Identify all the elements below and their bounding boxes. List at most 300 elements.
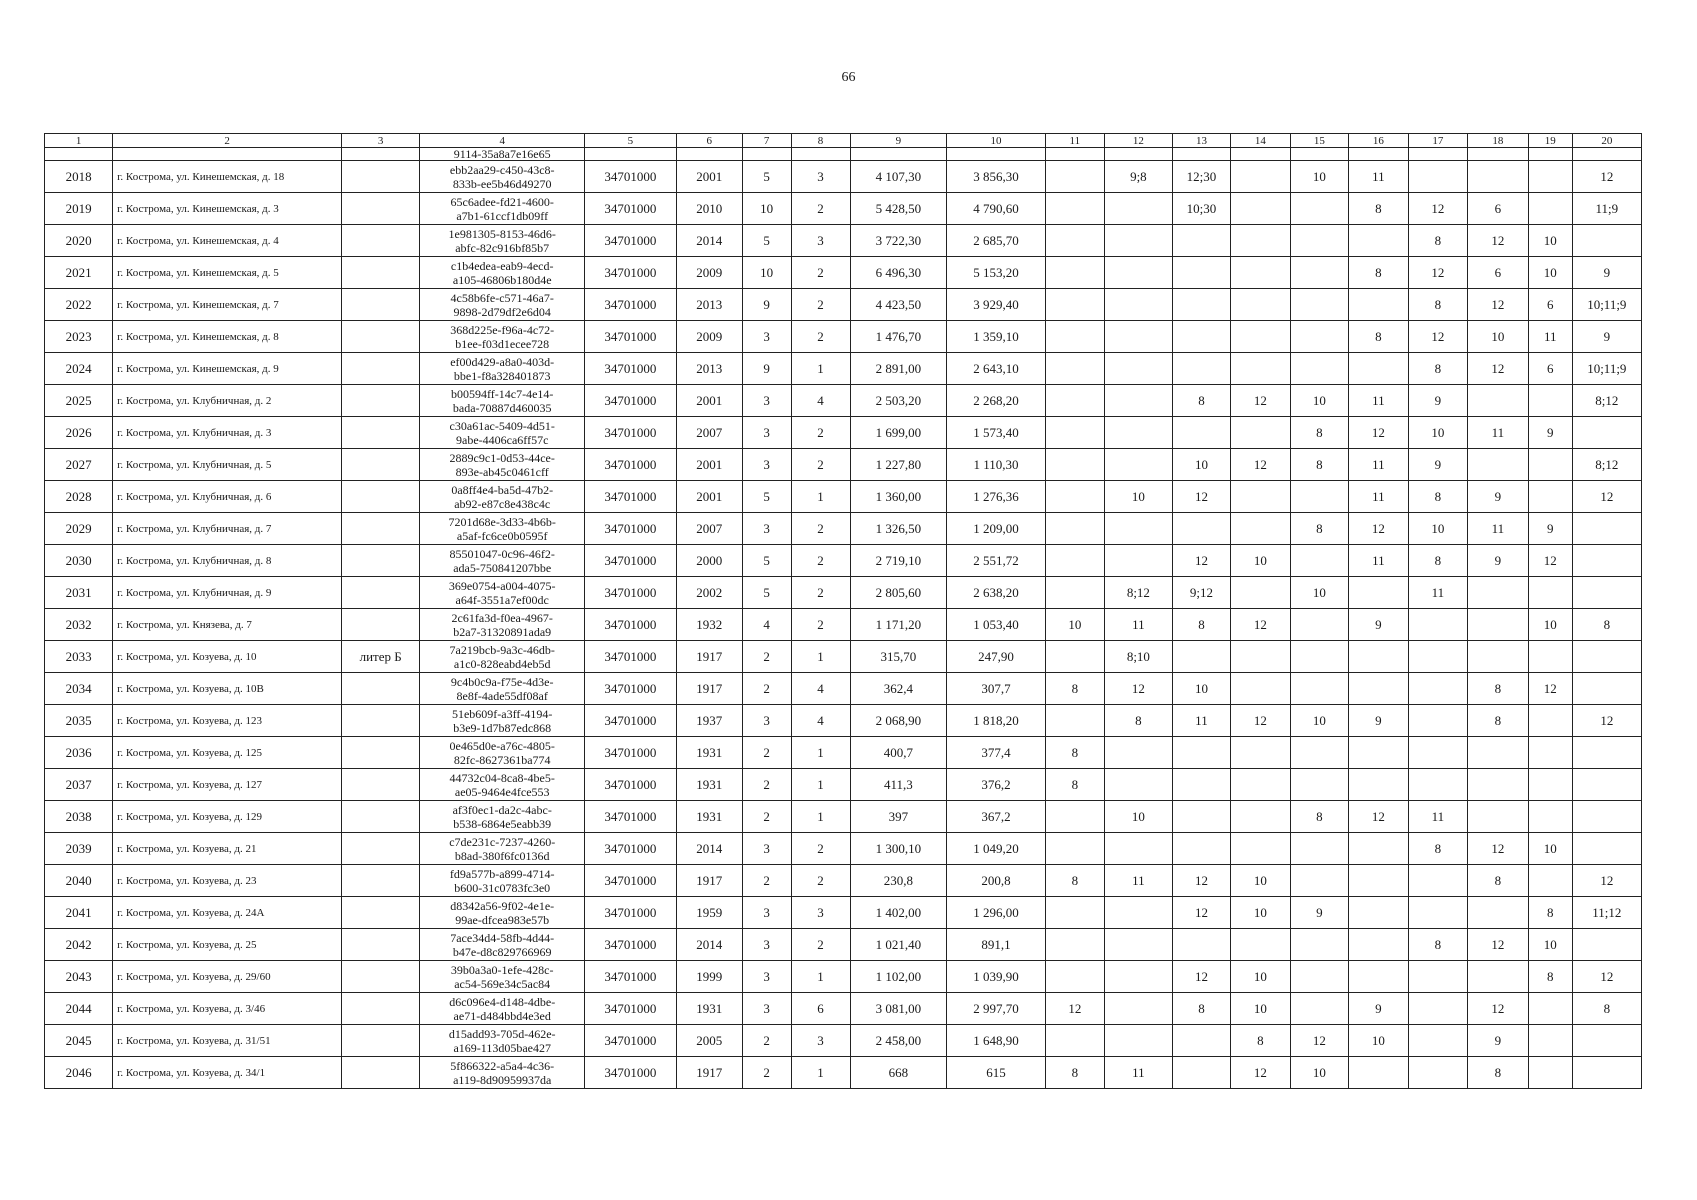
floors-cell: 2 [742,801,791,833]
living-area-cell: 2 997,70 [947,993,1046,1025]
living-area-cell: 1 053,40 [947,609,1046,641]
living-area-cell: 2 551,72 [947,545,1046,577]
note-cell: литер Б [342,641,420,673]
entrances-cell: 1 [791,961,850,993]
address-cell: г. Кострома, ул. Козуева, д. 127 [113,769,342,801]
row-number-cell: 2034 [45,673,113,705]
work-period-cell [1572,801,1641,833]
year-cell: 1999 [676,961,742,993]
oktmo-cell: 34701000 [585,385,677,417]
work-period-cell: 9 [1290,897,1348,929]
year-cell: 2014 [676,833,742,865]
house-guid-cell [420,225,585,257]
oktmo-cell: 34701000 [585,1025,677,1057]
floors-cell: 4 [742,609,791,641]
row-number-cell: 2039 [45,833,113,865]
floors-cell: 5 [742,225,791,257]
work-period-cell [1467,801,1528,833]
work-period-cell [1290,545,1348,577]
work-period-cell: 9 [1348,609,1408,641]
oktmo-cell: 34701000 [585,545,677,577]
floors-cell: 3 [742,833,791,865]
work-period-cell [1348,737,1408,769]
work-period-cell: 8 [1408,545,1467,577]
work-period-cell: 8 [1408,481,1467,513]
work-period-cell: 8 [1104,705,1172,737]
work-period-cell: 10 [1467,321,1528,353]
continuation-cell [1230,148,1290,161]
house-guid-part: 2c61fa3d-f0ea-4967- [451,610,553,625]
work-period-cell [1172,513,1230,545]
row-number-cell: 2044 [45,993,113,1025]
work-period-cell [1290,289,1348,321]
house-guid-part: 2889c9c1-0d53-44ce- [449,450,555,465]
house-guid-part: ef00d429-a8a0-403d- [450,354,555,369]
house-guid-cell [420,545,585,577]
oktmo-cell: 34701000 [585,609,677,641]
work-period-cell [1572,225,1641,257]
note-cell [342,897,420,929]
work-period-cell [1290,737,1348,769]
work-period-cell: 10 [1528,225,1572,257]
work-period-cell [1045,833,1104,865]
entrances-cell: 2 [791,609,850,641]
work-period-cell [1172,641,1230,673]
work-period-cell [1172,1057,1230,1089]
note-cell [342,289,420,321]
house-guid-part: 85501047-0c96-46f2- [449,546,555,561]
note-cell [342,257,420,289]
work-period-cell [1172,321,1230,353]
work-period-cell [1104,929,1172,961]
living-area-cell: 1 209,00 [947,513,1046,545]
floors-cell: 2 [742,865,791,897]
work-period-cell [1172,769,1230,801]
work-period-cell: 11 [1104,865,1172,897]
house-guid-cell [420,449,585,481]
column-numbers-header [45,134,1642,148]
house-guid-cell [420,641,585,673]
work-period-cell [1290,993,1348,1025]
work-period-cell [1230,225,1290,257]
house-guid-part: 7201d68e-3d33-4b6b- [448,514,556,529]
work-period-cell: 8 [1467,673,1528,705]
work-period-cell: 12 [1528,545,1572,577]
oktmo-cell: 34701000 [585,481,677,513]
work-period-cell [1104,897,1172,929]
entrances-cell: 2 [791,577,850,609]
year-cell: 2001 [676,449,742,481]
work-period-cell: 10 [1528,257,1572,289]
work-period-cell [1528,161,1572,193]
continuation-cell [1290,148,1348,161]
note-cell [342,929,420,961]
entrances-cell: 1 [791,1057,850,1089]
row-number-cell: 2035 [45,705,113,737]
house-guid-cell [420,513,585,545]
work-period-cell [1528,769,1572,801]
work-period-cell [1408,993,1467,1025]
note-cell [342,737,420,769]
note-cell [342,225,420,257]
row-number-cell: 2042 [45,929,113,961]
work-period-cell: 12 [1045,993,1104,1025]
address-cell: г. Кострома, ул. Козуева, д. 129 [113,801,342,833]
house-guid-cell [420,321,585,353]
address-cell: г. Кострома, ул. Кинешемская, д. 3 [113,193,342,225]
house-guid-part: a119-8d90959937da [453,1072,552,1087]
work-period-cell: 11 [1408,577,1467,609]
oktmo-cell: 34701000 [585,641,677,673]
oktmo-cell: 34701000 [585,1057,677,1089]
work-period-cell: 10 [1290,577,1348,609]
living-area-cell: 2 638,20 [947,577,1046,609]
entrances-cell: 4 [791,385,850,417]
column-header-19: 19 [1528,134,1572,148]
house-guid-part: ab92-e87c8e438c4c [454,496,551,511]
work-period-cell [1230,289,1290,321]
work-period-cell: 8 [1045,865,1104,897]
row-number-cell: 2045 [45,1025,113,1057]
work-period-cell [1290,769,1348,801]
work-period-cell: 9 [1408,449,1467,481]
floors-cell: 3 [742,321,791,353]
row-number-cell: 2027 [45,449,113,481]
total-area-cell: 3 081,00 [850,993,947,1025]
work-period-cell: 12 [1172,545,1230,577]
row-number-cell: 2026 [45,417,113,449]
row-number-cell: 2025 [45,385,113,417]
oktmo-cell: 34701000 [585,289,677,321]
work-period-cell: 8 [1045,1057,1104,1089]
entrances-cell: 2 [791,513,850,545]
continuation-cell: 9114-35a8a7e16e65 [420,148,585,161]
work-period-cell: 10 [1172,673,1230,705]
work-period-cell [1528,481,1572,513]
work-period-cell [1572,577,1641,609]
living-area-cell: 2 685,70 [947,225,1046,257]
house-guid-part: d8342a56-9f02-4e1e- [450,898,555,913]
living-area-cell: 2 643,10 [947,353,1046,385]
work-period-cell [1572,641,1641,673]
work-period-cell [1045,641,1104,673]
work-period-cell [1045,705,1104,737]
work-period-cell [1172,737,1230,769]
work-period-cell [1348,865,1408,897]
work-period-cell [1104,961,1172,993]
house-guid-part: 39b0a3a0-1efe-428c- [450,962,554,977]
house-guid-part: ebb2aa29-c450-43c8- [449,162,555,177]
work-period-cell [1045,897,1104,929]
work-period-cell [1467,897,1528,929]
work-period-cell: 9 [1528,513,1572,545]
table-row [45,417,1642,449]
work-period-cell: 8;10 [1104,641,1172,673]
year-cell: 1932 [676,609,742,641]
table-row [45,449,1642,481]
work-period-cell [1290,353,1348,385]
work-period-cell: 12 [1467,993,1528,1025]
entrances-cell: 1 [791,769,850,801]
work-period-cell [1408,161,1467,193]
work-period-cell: 12 [1467,225,1528,257]
floors-cell: 5 [742,481,791,513]
table-row [45,481,1642,513]
work-period-cell [1572,673,1641,705]
continuation-cell [585,148,677,161]
work-period-cell [1104,193,1172,225]
table-row [45,673,1642,705]
work-period-cell: 8 [1408,353,1467,385]
house-guid-cell [420,801,585,833]
work-period-cell: 11;9 [1572,193,1641,225]
address-cell: г. Кострома, ул. Козуева, д. 23 [113,865,342,897]
house-guid-part: 82fc-8627361ba774 [453,752,551,767]
work-period-cell [1290,673,1348,705]
work-period-cell [1045,801,1104,833]
work-period-cell: 12 [1408,193,1467,225]
note-cell [342,449,420,481]
work-period-cell: 11 [1528,321,1572,353]
house-guid-part: 65c6adee-fd21-4600- [450,194,554,209]
note-cell [342,705,420,737]
work-period-cell [1290,193,1348,225]
work-period-cell [1572,833,1641,865]
work-period-cell [1572,1057,1641,1089]
work-period-cell: 9;12 [1172,577,1230,609]
table-row [45,929,1642,961]
table-row [45,961,1642,993]
work-period-cell: 10;11;9 [1572,289,1641,321]
work-period-cell [1104,321,1172,353]
work-period-cell [1230,673,1290,705]
work-period-cell: 12 [1230,385,1290,417]
note-cell [342,769,420,801]
house-guid-cell [420,897,585,929]
work-period-cell: 6 [1528,353,1572,385]
total-area-cell: 1 476,70 [850,321,947,353]
work-period-cell: 6 [1467,193,1528,225]
work-period-cell: 8 [1528,961,1572,993]
work-period-cell [1104,833,1172,865]
total-area-cell: 668 [850,1057,947,1089]
house-guid-cell [420,577,585,609]
note-cell [342,577,420,609]
page-number: 66 [841,70,856,85]
table-row [45,737,1642,769]
work-period-cell [1172,1025,1230,1057]
work-period-cell [1348,577,1408,609]
entrances-cell: 1 [791,353,850,385]
floors-cell: 10 [742,193,791,225]
entrances-cell: 2 [791,257,850,289]
house-guid-part: ae05-9464e4fce553 [454,784,550,799]
address-cell: г. Кострома, ул. Кинешемская, д. 9 [113,353,342,385]
work-period-cell: 12 [1290,1025,1348,1057]
work-period-cell [1290,641,1348,673]
house-guid-part: c30a61ac-5409-4d51- [449,418,555,433]
oktmo-cell: 34701000 [585,161,677,193]
work-period-cell [1104,737,1172,769]
work-period-cell [1467,961,1528,993]
column-header-18: 18 [1467,134,1528,148]
floors-cell: 2 [742,673,791,705]
total-area-cell: 1 227,80 [850,449,947,481]
house-guid-cell [420,865,585,897]
living-area-cell: 1 573,40 [947,417,1046,449]
house-guid-part: d6c096e4-d148-4dbe- [449,994,556,1009]
work-period-cell: 10 [1045,609,1104,641]
work-period-cell [1045,417,1104,449]
work-period-cell [1290,929,1348,961]
work-period-cell [1045,193,1104,225]
work-period-cell: 11 [1172,705,1230,737]
column-header-9: 9 [850,134,947,148]
year-cell: 2013 [676,289,742,321]
work-period-cell [1528,385,1572,417]
work-period-cell [1104,385,1172,417]
row-number-cell: 2046 [45,1057,113,1089]
living-area-cell: 615 [947,1057,1046,1089]
work-period-cell: 8 [1290,449,1348,481]
work-period-cell: 12 [1572,161,1641,193]
oktmo-cell: 34701000 [585,577,677,609]
work-period-cell: 12;30 [1172,161,1230,193]
floors-cell: 3 [742,417,791,449]
work-period-cell: 12 [1408,257,1467,289]
living-area-cell: 5 153,20 [947,257,1046,289]
floors-cell: 3 [742,961,791,993]
work-period-cell: 8 [1528,897,1572,929]
work-period-cell [1230,481,1290,513]
floors-cell: 2 [742,1057,791,1089]
work-period-cell: 8 [1045,769,1104,801]
address-cell: г. Кострома, ул. Козуева, д. 29/60 [113,961,342,993]
work-period-cell: 8 [1408,833,1467,865]
floors-cell: 3 [742,385,791,417]
column-header-6: 6 [676,134,742,148]
total-area-cell: 2 719,10 [850,545,947,577]
entrances-cell: 2 [791,545,850,577]
work-period-cell [1348,897,1408,929]
continuation-cell [45,148,113,161]
address-cell: г. Кострома, ул. Козуева, д. 24А [113,897,342,929]
total-area-cell: 2 503,20 [850,385,947,417]
work-period-cell [1230,769,1290,801]
year-cell: 2000 [676,545,742,577]
work-period-cell [1572,417,1641,449]
continuation-cell [1528,148,1572,161]
work-period-cell: 12 [1572,865,1641,897]
note-cell [342,481,420,513]
total-area-cell: 2 891,00 [850,353,947,385]
housing-registry-table [44,133,1642,1089]
work-period-cell [1104,769,1172,801]
work-period-cell: 9 [1348,993,1408,1025]
floors-cell: 5 [742,545,791,577]
work-period-cell [1104,289,1172,321]
work-period-cell [1290,481,1348,513]
continuation-cell [1045,148,1104,161]
work-period-cell [1467,609,1528,641]
work-period-cell [1290,609,1348,641]
row-number-cell: 2023 [45,321,113,353]
living-area-cell: 1 648,90 [947,1025,1046,1057]
work-period-cell: 8 [1172,609,1230,641]
row-number-cell: 2040 [45,865,113,897]
work-period-cell [1290,225,1348,257]
note-cell [342,545,420,577]
work-period-cell [1230,417,1290,449]
floors-cell: 3 [742,449,791,481]
work-period-cell [1467,161,1528,193]
address-cell: г. Кострома, ул. Клубничная, д. 5 [113,449,342,481]
work-period-cell [1528,577,1572,609]
work-period-cell: 12 [1348,417,1408,449]
house-guid-cell [420,353,585,385]
work-period-cell: 12 [1467,929,1528,961]
house-guid-part: a1c0-828eabd4eb5d [453,656,551,671]
column-header-12: 12 [1104,134,1172,148]
year-cell: 1931 [676,769,742,801]
row-number-cell: 2030 [45,545,113,577]
oktmo-cell: 34701000 [585,897,677,929]
column-header-14: 14 [1230,134,1290,148]
total-area-cell: 1 021,40 [850,929,947,961]
house-guid-part: d15add93-705d-462e- [448,1026,556,1041]
work-period-cell [1172,257,1230,289]
work-period-cell [1104,545,1172,577]
work-period-cell: 8 [1290,801,1348,833]
house-guid-part: 51eb609f-a3ff-4194- [451,706,553,721]
total-area-cell: 362,4 [850,673,947,705]
house-guid-part: b47e-d8c829766969 [452,944,552,959]
table-row [45,321,1642,353]
living-area-cell: 376,2 [947,769,1046,801]
work-period-cell [1045,385,1104,417]
house-guid-part: 1e981305-8153-46d6- [448,226,556,241]
work-period-cell [1045,449,1104,481]
total-area-cell: 4 423,50 [850,289,947,321]
column-header-1: 1 [45,134,113,148]
work-period-cell [1528,801,1572,833]
work-period-cell [1045,161,1104,193]
year-cell: 1959 [676,897,742,929]
entrances-cell: 3 [791,897,850,929]
house-guid-cell [420,961,585,993]
work-period-cell: 8 [1290,513,1348,545]
year-cell: 2010 [676,193,742,225]
work-period-cell: 11 [1104,609,1172,641]
year-cell: 2001 [676,481,742,513]
total-area-cell: 397 [850,801,947,833]
work-period-cell: 10 [1230,897,1290,929]
year-cell: 2014 [676,929,742,961]
house-guid-part: a7b1-61ccf1db09ff [456,208,549,223]
table-row [45,513,1642,545]
work-period-cell [1045,961,1104,993]
entrances-cell: 6 [791,993,850,1025]
house-guid-cell [420,161,585,193]
work-period-cell: 12 [1572,705,1641,737]
work-period-cell: 11 [1408,801,1467,833]
house-guid-part: abfc-82c916bf85b7 [455,240,550,255]
total-area-cell: 400,7 [850,737,947,769]
table-row [45,257,1642,289]
row-number-cell: 2029 [45,513,113,545]
column-header-3: 3 [342,134,420,148]
work-period-cell: 9 [1467,481,1528,513]
